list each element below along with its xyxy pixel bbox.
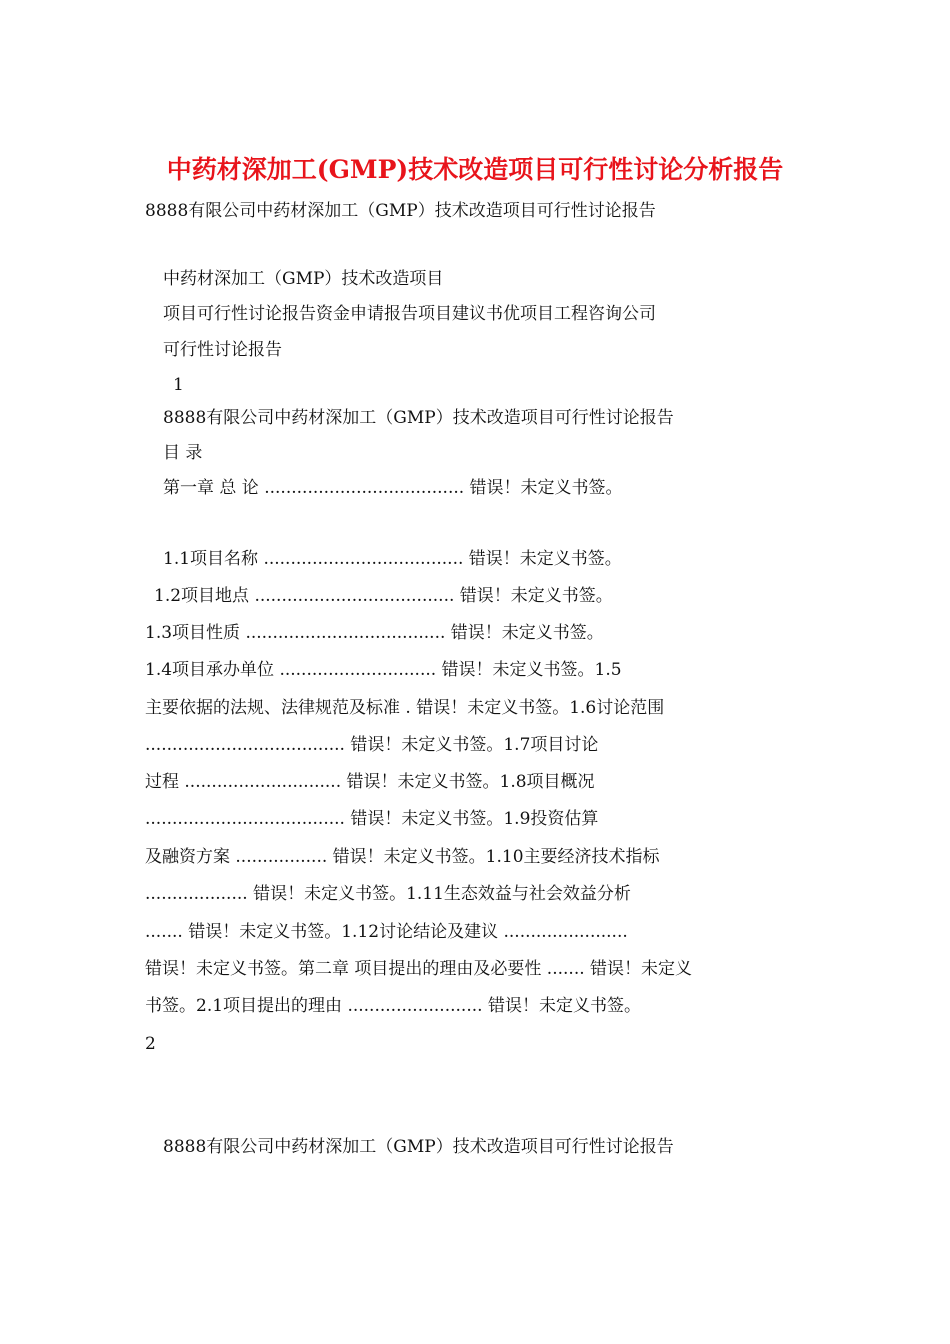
toc-line: 第一章 总 论 ..................................... 错误！未定义书签。 xyxy=(163,478,623,498)
document-subtitle: 8888有限公司中药材深加工（GMP）技术改造项目可行性讨论报告 xyxy=(145,201,656,221)
toc-line: 1.2项目地点 ..................................... 错误！未定义书签。 xyxy=(154,586,613,606)
toc-line: 过程 ............................. 错误！未定义书签。1.8项目概况 xyxy=(145,772,595,792)
cover-line-3: 可行性讨论报告 xyxy=(163,340,282,360)
running-header-1: 8888有限公司中药材深加工（GMP）技术改造项目可行性讨论报告 xyxy=(163,408,674,428)
cover-line-2: 项目可行性讨论报告资金申请报告项目建议书优项目工程咨询公司 xyxy=(163,304,656,324)
toc-line: 错误！未定义书签。第二章 项目提出的理由及必要性 ....... 错误！未定义 xyxy=(145,959,693,979)
running-header-2: 8888有限公司中药材深加工（GMP）技术改造项目可行性讨论报告 xyxy=(163,1137,674,1157)
toc-heading: 目 录 xyxy=(163,443,203,463)
toc-line: ....... 错误！未定义书签。1.12讨论结论及建议 ....................... xyxy=(145,922,628,942)
toc-line: ................... 错误！未定义书签。1.11生态效益与社会效益分析 xyxy=(145,884,631,904)
toc-line: 书签。2.1项目提出的理由 ......................... 错误！未定义书签。 xyxy=(145,996,641,1016)
toc-line: ..................................... 错误！未定义书签。1.9投资估算 xyxy=(145,809,599,829)
toc-line: 及融资方案 ................. 错误！未定义书签。1.10主要经济技术指标 xyxy=(145,847,660,867)
toc-line: 1.4项目承办单位 ............................. 错误！未定义书签。1.5 xyxy=(145,660,622,680)
cover-line-1: 中药材深加工（GMP）技术改造项目 xyxy=(163,269,444,289)
toc-line: 1.1项目名称 ..................................... 错误！未定义书签。 xyxy=(163,549,622,569)
page-number-1: 1 xyxy=(173,375,184,395)
toc-line: ..................................... 错误！未定义书签。1.7项目讨论 xyxy=(145,735,599,755)
toc-line: 主要依据的法规、法律规范及标准 . 错误！未定义书签。1.6讨论范围 xyxy=(145,698,665,718)
toc-line: 1.3项目性质 ..................................... 错误！未定义书签。 xyxy=(145,623,604,643)
document-title: 中药材深加工(GMP)技术改造项目可行性讨论分析报告 xyxy=(166,155,784,184)
page-number-2: 2 xyxy=(145,1034,156,1054)
